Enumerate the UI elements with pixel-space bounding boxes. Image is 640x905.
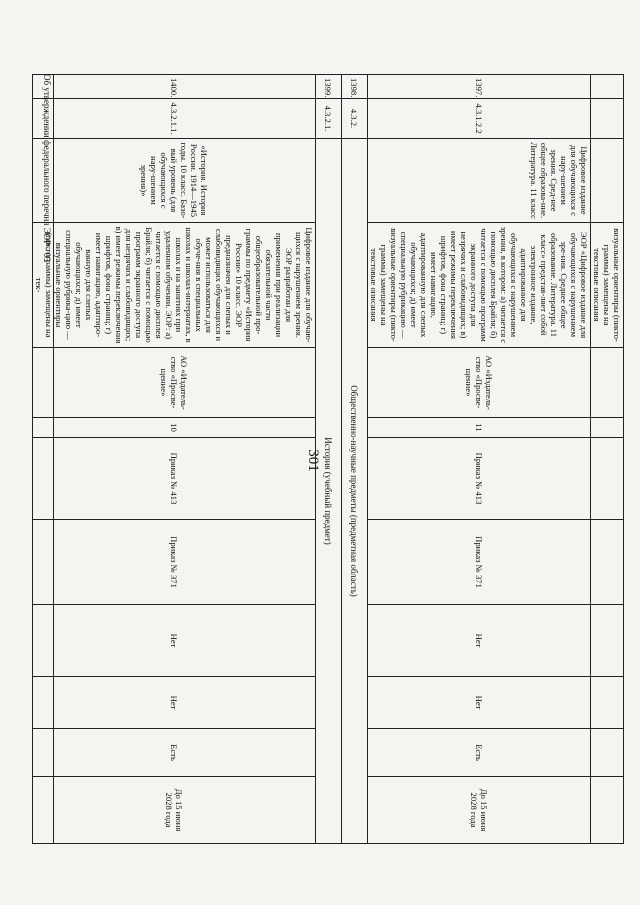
cell-col11: Есть xyxy=(368,729,591,777)
cell-col11 xyxy=(591,729,624,777)
cell-order2: Приказ № 371 xyxy=(368,520,591,605)
subject-band: История (учебный предмет) xyxy=(316,139,342,844)
cell-publisher xyxy=(591,348,624,418)
table-row xyxy=(368,75,591,844)
cell-deadline: До 15 июня 2028 года xyxy=(33,777,316,844)
cell-col10: Нет xyxy=(368,677,591,729)
page-number: 301 xyxy=(304,449,321,472)
table-row xyxy=(316,75,342,844)
cell-code xyxy=(591,99,624,139)
table-row xyxy=(342,75,368,844)
cell-description: ЭОР «Цифровое издание для обучающихся с нарушением зре-ния. Среднее общее образование. Литература. 11 класс» представ-ляет собой электронное издание, адаптированное для обучающихся с нарушением зрения, в котором: а) читается с помощью дисплея Брайля; б) читается с помощью программ экранного доступа для незрячих и слабовидящих; в) имеет режимы переключения шрифтов, фона страниц; г) имеет навигацию, адаптированную для слепых обучающихся; д) имеет специальную рубрикацию — визуальные ориентиры (пикто-граммы) замещены на текстовые описания xyxy=(368,223,591,348)
cell-col9: Нет xyxy=(33,605,316,677)
cell-grade xyxy=(591,418,624,438)
cell-col10 xyxy=(591,677,624,729)
cell-code: 4.3.2.1. xyxy=(316,99,342,139)
cell-num xyxy=(591,75,624,99)
cell-publisher: АО «Издатель-ство «Просве-щение» xyxy=(368,348,591,418)
cell-description: визуальные ориентиры (пикто-граммы) замещены на текстовые описания xyxy=(591,223,624,348)
cell-col9 xyxy=(591,605,624,677)
cell-description: Цифровое издание для обучаю-щихся с нарушением зрения. ЭОР разработан для применения при реализации обязательной части общеобразовательной про-граммы по предмету «История России» 10 класс. ЭОР предназначен для слепых и слабовидящих обучающихся и может использоваться для обуче-ния в специальных школах и школах-интернатах, в школах и на занятиях при удаленном обучении. ЭОР: а) читается с помощью дисплея Брайля; б) читается с помощью программ экранного доступа для незрячих и слабовидящих; в) имеет режимы переключения шрифтов, фона страниц; г) имеет навигацию, адаптиро-ванную для слепых обучающихся; д) имеет специальную рубрика-цию — визуальные ориентиры (пиктограммы) замещены на тек- xyxy=(33,223,316,348)
cell-order2 xyxy=(591,520,624,605)
cell-col9: Нет xyxy=(368,605,591,677)
cell-code: 4.3.2. xyxy=(342,99,368,139)
cell-grade: 11 xyxy=(368,418,591,438)
eor-table xyxy=(32,74,624,844)
cell-order1: Приказ № 413 xyxy=(33,438,316,520)
cell-title xyxy=(591,139,624,223)
cell-num: 1400. xyxy=(33,75,316,99)
cell-num: 1397. xyxy=(368,75,591,99)
cell-deadline xyxy=(591,777,624,844)
table-row xyxy=(33,75,316,844)
cell-order1 xyxy=(591,438,624,520)
cell-col10: Нет xyxy=(33,677,316,729)
cell-code: 4.3.1.2.2 xyxy=(368,99,591,139)
cell-deadline: До 15 июня 2028 года xyxy=(368,777,591,844)
cell-num: 1399. xyxy=(316,75,342,99)
section-band: Общественно-научные предметы (предметная область) xyxy=(342,139,368,844)
cell-code: 4.3.2.1.1. xyxy=(33,99,316,139)
cell-order1: Приказ № 413 xyxy=(368,438,591,520)
cell-title: «История. История России. 1914—1945 годы. 10 класс. Базо-вый уровень (для обучающихся с нару-шением зрения)» xyxy=(33,139,316,223)
cell-title: Цифровое издание для обучающихся с нару-шением зрения. Сред-нее общее образова-ние. Литература. 11 класс xyxy=(368,139,591,223)
cell-grade: 10 xyxy=(33,418,316,438)
footer-note: Об утверждении федерального перечня ЭОР - 03 xyxy=(42,74,54,843)
table-row xyxy=(591,75,624,844)
rotated-table-sheet xyxy=(34,74,624,843)
cell-col11: Есть xyxy=(33,729,316,777)
cell-order2: Приказ № 371 xyxy=(33,520,316,605)
cell-num: 1398. xyxy=(342,75,368,99)
cell-publisher: АО «Издатель-ство «Просве-щение» xyxy=(33,348,316,418)
